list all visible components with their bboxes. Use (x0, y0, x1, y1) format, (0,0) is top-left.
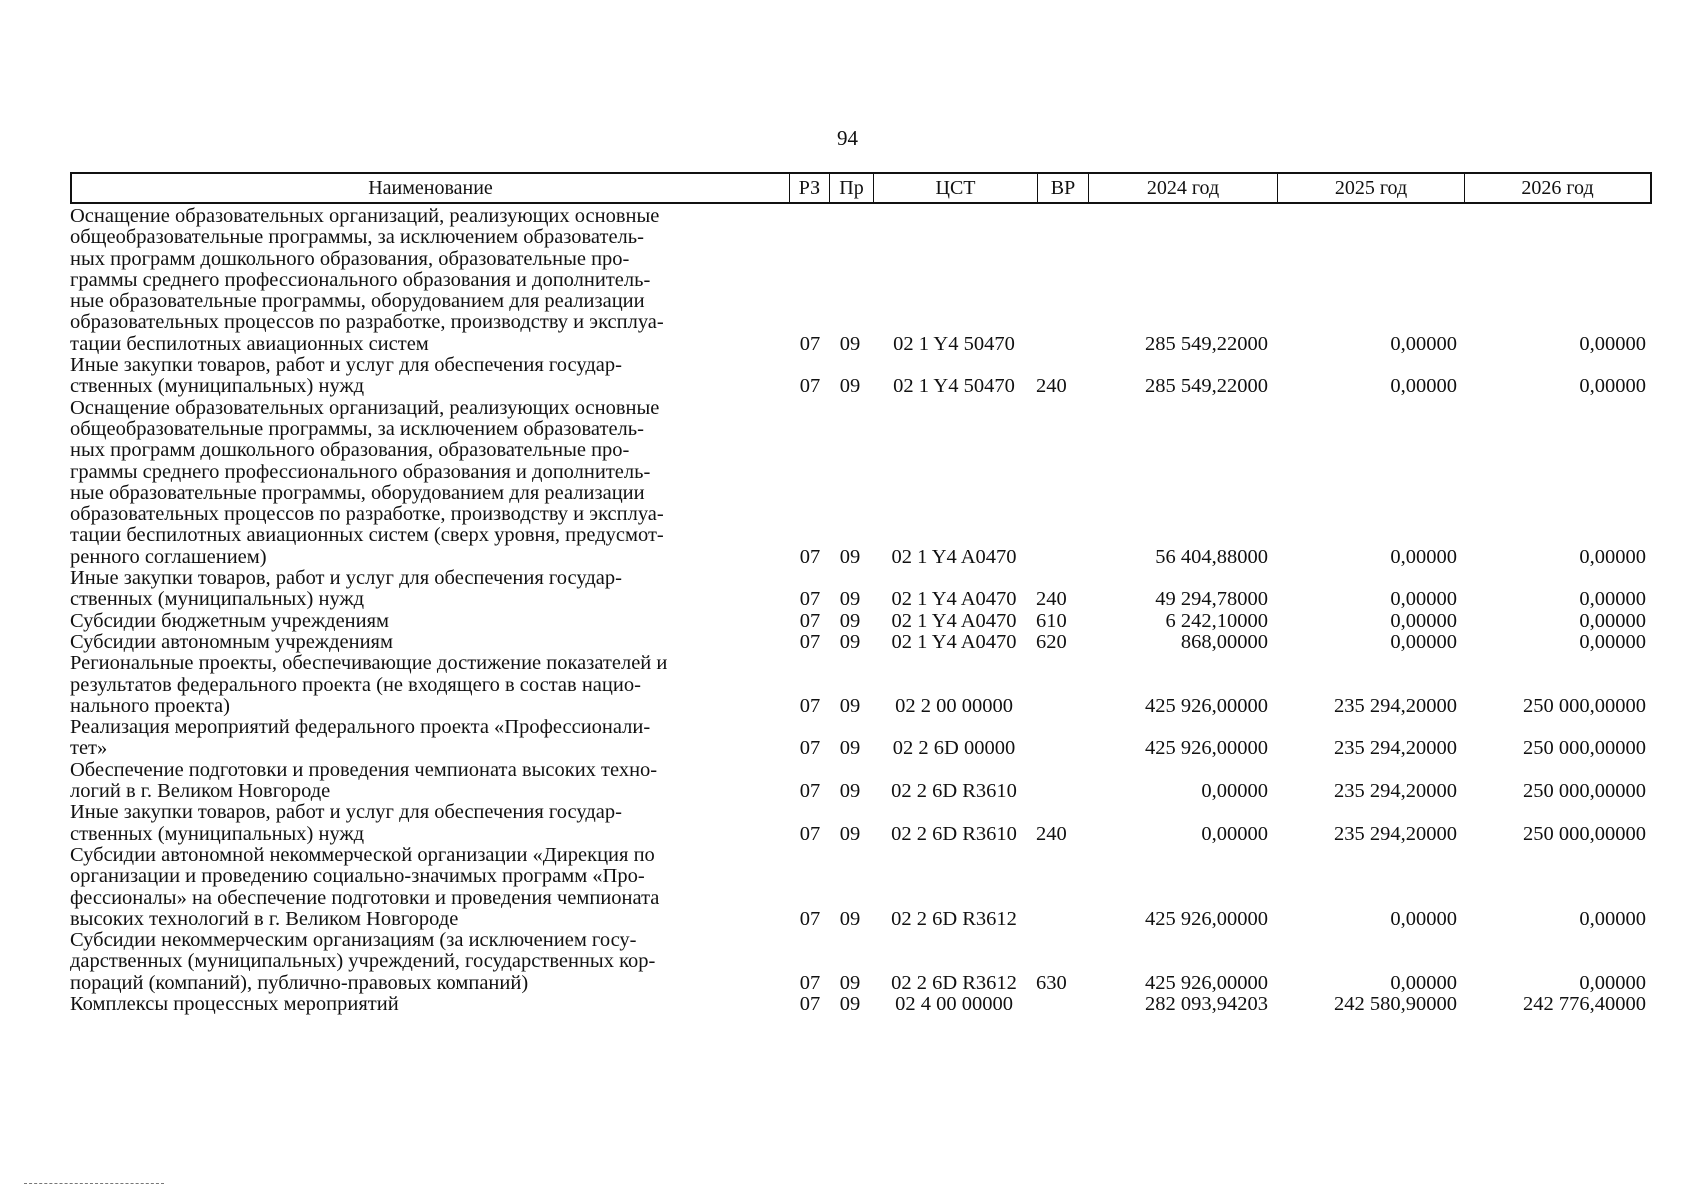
table-row (70, 611, 1652, 632)
row-value-2024: 285 549,22000 (1145, 375, 1268, 398)
row-name-line: общеобразовательные программы, за исключением образователь- (70, 417, 644, 440)
row-value-2024: 6 242,10000 (1165, 609, 1268, 632)
row-cst: 02 1 Y4 A0470 (891, 545, 1017, 568)
column-header-cst: ЦСТ (874, 174, 1038, 202)
row-name-line: ственных (муниципальных) нужд (70, 822, 365, 845)
row-pr: 09 (839, 332, 861, 355)
row-rz: 07 (799, 630, 821, 653)
row-name-line: ных программ дошкольного образования, образовательные про- (70, 439, 630, 462)
table-row (70, 653, 1652, 717)
row-rz: 07 (799, 822, 821, 845)
row-name-line: Субсидии бюджетным учреждениям (70, 609, 390, 632)
row-pr: 09 (839, 694, 861, 717)
row-rz: 07 (799, 332, 821, 355)
row-value-2025: 0,00000 (1390, 609, 1457, 632)
row-value-2024: 425 926,00000 (1145, 694, 1268, 717)
row-name-line: тет» (70, 737, 108, 760)
row-name-line: Субсидии автономным учреждениям (70, 630, 393, 653)
row-rz: 07 (799, 694, 821, 717)
row-name (70, 355, 788, 398)
row-pr: 09 (839, 545, 861, 568)
budget-table-body (70, 206, 1652, 1015)
table-row (70, 802, 1652, 845)
row-cst: 02 1 Y4 50470 (893, 375, 1015, 398)
row-name-line: ренного соглашением) (70, 545, 267, 568)
row-value-2025: 0,00000 (1390, 907, 1457, 930)
row-cst: 02 2 00 00000 (895, 694, 1013, 717)
row-name-line: Иные закупки товаров, работ и услуг для обеспечения государ- (70, 567, 622, 590)
row-value-2025: 235 294,20000 (1334, 822, 1457, 845)
row-pr: 09 (839, 375, 861, 398)
column-header-vr: ВР (1038, 174, 1089, 202)
row-value-2025: 242 580,90000 (1334, 992, 1457, 1015)
row-name-line: пораций (компаний), публично-правовых компаний) (70, 971, 529, 994)
row-value-2024: 285 549,22000 (1145, 332, 1268, 355)
row-value-2025: 235 294,20000 (1334, 780, 1457, 803)
row-name-line: Иные закупки товаров, работ и услуг для обеспечения государ- (70, 801, 622, 824)
row-name (70, 206, 788, 355)
row-name-line: ственных (муниципальных) нужд (70, 375, 365, 398)
row-name-line: ственных (муниципальных) нужд (70, 588, 365, 611)
row-value-2024: 56 404,88000 (1155, 545, 1268, 568)
row-value-2025: 235 294,20000 (1334, 694, 1457, 717)
row-pr: 09 (839, 588, 861, 611)
row-pr: 09 (839, 609, 861, 632)
row-name-line: Региональные проекты, обеспечивающие достижение показателей и (70, 652, 668, 675)
row-name-line: ные образовательные программы, оборудованием для реализации (70, 481, 645, 504)
column-header-rz: РЗ (790, 174, 830, 202)
row-value-2025: 0,00000 (1390, 545, 1457, 568)
row-name-line: общеобразовательные программы, за исключением образователь- (70, 226, 644, 249)
row-name-line: ных программ дошкольного образования, образовательные про- (70, 247, 630, 270)
row-name (70, 611, 788, 632)
table-row (70, 717, 1652, 760)
row-name (70, 568, 788, 611)
row-value-2026: 250 000,00000 (1523, 737, 1646, 760)
table-row (70, 760, 1652, 803)
row-cst: 02 1 Y4 50470 (893, 332, 1015, 355)
row-value-2026: 0,00000 (1579, 609, 1646, 632)
row-value-2026: 0,00000 (1579, 907, 1646, 930)
row-name-line: логий в г. Великом Новгороде (70, 780, 331, 803)
table-row (70, 398, 1652, 568)
row-value-2026: 242 776,40000 (1523, 992, 1646, 1015)
row-rz: 07 (799, 375, 821, 398)
row-name (70, 845, 788, 930)
row-value-2025: 0,00000 (1390, 971, 1457, 994)
row-cst: 02 1 Y4 A0470 (891, 630, 1017, 653)
row-value-2025: 0,00000 (1390, 332, 1457, 355)
row-value-2024: 868,00000 (1180, 630, 1268, 653)
row-vr: 240 (1036, 375, 1067, 398)
column-header-name: Наименование (72, 174, 790, 202)
row-name-line: Оснащение образовательных организаций, реализующих основные (70, 205, 660, 227)
row-vr: 620 (1036, 630, 1067, 653)
row-name-line: Субсидии автономной некоммерческой организации «Дирекция по (70, 843, 655, 866)
row-value-2024: 425 926,00000 (1145, 737, 1268, 760)
row-vr: 610 (1036, 609, 1067, 632)
row-value-2024: 282 093,94203 (1145, 992, 1268, 1015)
row-value-2026: 0,00000 (1579, 588, 1646, 611)
row-pr: 09 (839, 737, 861, 760)
row-name-line: высоких технологий в г. Великом Новгороде (70, 907, 459, 930)
row-pr: 09 (839, 630, 861, 653)
row-name-line: Реализация мероприятий федерального проекта «Профессионали- (70, 716, 651, 739)
row-cst: 02 2 6D R3612 (891, 907, 1017, 930)
row-rz: 07 (799, 907, 821, 930)
row-rz: 07 (799, 588, 821, 611)
row-name-line: образовательных процессов по разработке, производству и эксплуа- (70, 311, 664, 334)
row-value-2026: 250 000,00000 (1523, 822, 1646, 845)
row-rz: 07 (799, 992, 821, 1015)
row-name-line: результатов федерального проекта (не входящего в состав нацио- (70, 673, 641, 696)
table-row (70, 568, 1652, 611)
row-name-line: дарственных (муниципальных) учреждений, государственных кор- (70, 950, 656, 973)
row-name-line: Иные закупки товаров, работ и услуг для обеспечения государ- (70, 354, 622, 377)
row-name (70, 802, 788, 845)
row-value-2024: 49 294,78000 (1155, 588, 1268, 611)
row-value-2025: 0,00000 (1390, 375, 1457, 398)
row-value-2025: 0,00000 (1390, 630, 1457, 653)
row-value-2026: 250 000,00000 (1523, 694, 1646, 717)
row-rz: 07 (799, 971, 821, 994)
row-name (70, 653, 788, 717)
row-value-2026: 0,00000 (1579, 630, 1646, 653)
row-name-line: тации беспилотных авиационных систем (70, 332, 429, 355)
row-rz: 07 (799, 609, 821, 632)
row-cst: 02 2 6D R3610 (891, 780, 1017, 803)
row-pr: 09 (839, 907, 861, 930)
row-vr: 240 (1036, 588, 1067, 611)
column-header-2024: 2024 год (1089, 174, 1278, 202)
row-vr: 240 (1036, 822, 1067, 845)
row-name-line: Субсидии некоммерческим организациям (за исключением госу- (70, 929, 637, 952)
table-row (70, 845, 1652, 930)
row-value-2026: 0,00000 (1579, 332, 1646, 355)
row-name-line: Оснащение образовательных организаций, реализующих основные (70, 396, 660, 419)
row-cst: 02 2 6D 00000 (892, 737, 1016, 760)
row-value-2026: 0,00000 (1579, 375, 1646, 398)
page-number: 94 (837, 126, 858, 150)
table-row (70, 206, 1652, 355)
row-cst: 02 1 Y4 A0470 (891, 609, 1017, 632)
row-name-line: граммы среднего профессионального образования и дополнитель- (70, 268, 651, 291)
table-row (70, 355, 1652, 398)
row-name-line: нального проекта) (70, 694, 230, 717)
column-header-2025: 2025 год (1278, 174, 1465, 202)
row-name (70, 632, 788, 653)
footer-rule (24, 1183, 164, 1184)
row-value-2025: 0,00000 (1390, 588, 1457, 611)
row-pr: 09 (839, 780, 861, 803)
row-rz: 07 (799, 780, 821, 803)
row-value-2024: 425 926,00000 (1145, 971, 1268, 994)
row-value-2024: 0,00000 (1201, 780, 1268, 803)
table-header (70, 172, 1652, 204)
row-name-line: организации и проведению социально-значимых программ «Про- (70, 865, 645, 888)
row-name (70, 717, 788, 760)
column-header-pr: Пр (830, 174, 874, 202)
row-cst: 02 2 6D R3612 (891, 971, 1017, 994)
table-row (70, 930, 1652, 994)
row-rz: 07 (799, 737, 821, 760)
row-value-2026: 0,00000 (1579, 545, 1646, 568)
row-rz: 07 (799, 545, 821, 568)
row-name (70, 398, 788, 568)
row-pr: 09 (839, 822, 861, 845)
row-name (70, 760, 788, 803)
row-cst: 02 1 Y4 A0470 (891, 588, 1017, 611)
row-name-line: Комплексы процессных мероприятий (70, 992, 399, 1015)
row-name (70, 930, 788, 994)
row-vr: 630 (1036, 971, 1067, 994)
row-pr: 09 (839, 971, 861, 994)
row-name-line: тации беспилотных авиационных систем (сверх уровня, предусмот- (70, 524, 664, 547)
table-row (70, 632, 1652, 653)
table-row (70, 994, 1652, 1015)
row-name-line: Обеспечение подготовки и проведения чемпионата высоких техно- (70, 758, 658, 781)
row-cst: 02 2 6D R3610 (891, 822, 1017, 845)
row-value-2024: 425 926,00000 (1145, 907, 1268, 930)
row-name-line: граммы среднего профессионального образования и дополнитель- (70, 460, 651, 483)
row-pr: 09 (839, 992, 861, 1015)
row-value-2026: 250 000,00000 (1523, 780, 1646, 803)
row-value-2025: 235 294,20000 (1334, 737, 1457, 760)
row-name-line: фессионалы» на обеспечение подготовки и проведения чемпионата (70, 886, 660, 909)
row-name (70, 994, 788, 1015)
column-header-2026: 2026 год (1521, 176, 1594, 199)
row-value-2024: 0,00000 (1201, 822, 1268, 845)
row-value-2026: 0,00000 (1579, 971, 1646, 994)
row-name-line: ные образовательные программы, оборудованием для реализации (70, 290, 645, 313)
row-cst: 02 4 00 00000 (895, 992, 1013, 1015)
row-name-line: образовательных процессов по разработке, производству и эксплуа- (70, 503, 664, 526)
